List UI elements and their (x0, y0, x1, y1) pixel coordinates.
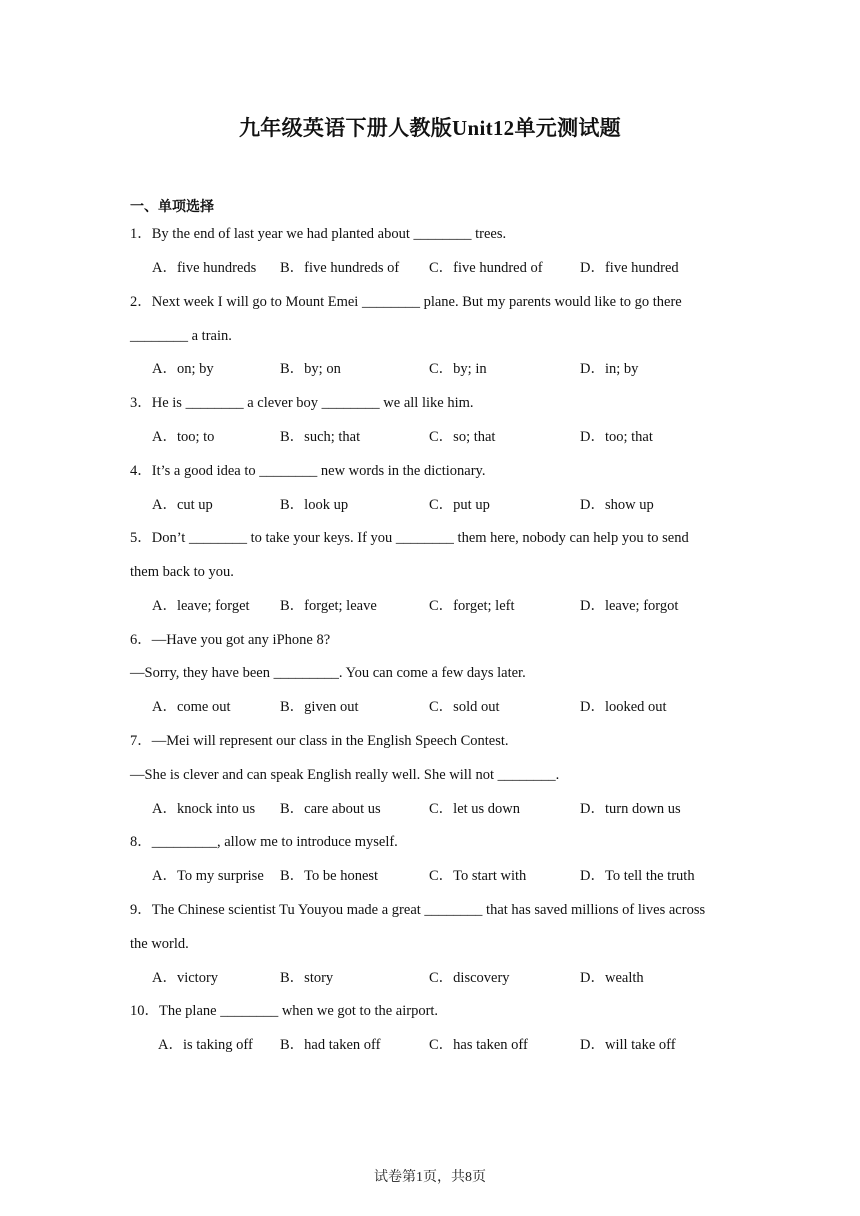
page-footer: 试卷第1页，共8页 (374, 1170, 486, 1185)
option-c[interactable]: C．To start with (429, 868, 527, 884)
option-b[interactable]: B．given out (280, 699, 359, 715)
option-d[interactable]: D．show up (580, 497, 654, 513)
question-1-stem: 1．By the end of last year we had planted about ________ trees. (130, 226, 507, 242)
option-d[interactable]: D．To tell the truth (580, 868, 695, 884)
option-a[interactable]: A．come out (152, 699, 231, 715)
option-d[interactable]: D．turn down us (580, 801, 681, 817)
option-a[interactable]: A．leave; forget (152, 598, 250, 614)
option-d[interactable]: D．too; that (580, 429, 653, 445)
page-title: 九年级英语下册人教版Unit12单元测试题 (239, 116, 621, 140)
option-b[interactable]: B．story (280, 970, 334, 986)
option-c[interactable]: C．so; that (429, 429, 496, 445)
option-a[interactable]: A．To my surprise (152, 868, 264, 884)
option-b[interactable]: B．such; that (280, 429, 361, 445)
option-c[interactable]: C．by; in (429, 361, 487, 377)
question-5-stem: 5．Don’t ________ to take your keys. If you ________ them here, nobody can help you to send (130, 530, 689, 546)
section-heading: 一、单项选择 (130, 200, 214, 215)
option-a[interactable]: A．is taking off (158, 1037, 253, 1053)
question-9-stem-cont: the world. (130, 936, 189, 952)
option-c[interactable]: C．has taken off (429, 1037, 528, 1053)
option-a[interactable]: A．cut up (152, 497, 213, 513)
option-b[interactable]: B．To be honest (280, 868, 379, 884)
question-3-stem: 3．He is ________ a clever boy ________ we all like him. (130, 395, 474, 411)
option-a[interactable]: A．five hundreds (152, 260, 257, 276)
option-a[interactable]: A．knock into us (152, 801, 256, 817)
option-c[interactable]: C．forget; left (429, 598, 515, 614)
option-b[interactable]: B．look up (280, 497, 349, 513)
option-d[interactable]: D．in; by (580, 361, 639, 377)
option-a[interactable]: A．on; by (152, 361, 214, 377)
question-2-stem-cont: ________ a train. (130, 328, 232, 344)
option-c[interactable]: C．discovery (429, 970, 510, 986)
option-a[interactable]: A．victory (152, 970, 219, 986)
option-b[interactable]: B．five hundreds of (280, 260, 400, 276)
option-c[interactable]: C．sold out (429, 699, 500, 715)
option-d[interactable]: D．will take off (580, 1037, 676, 1053)
question-7-stem-cont: —She is clever and can speak English really well. She will not ________. (130, 767, 560, 783)
question-6-stem-cont: —Sorry, they have been _________. You can come a few days later. (130, 665, 526, 681)
option-c[interactable]: C．five hundred of (429, 260, 543, 276)
option-d[interactable]: D．wealth (580, 970, 644, 986)
option-d[interactable]: D．five hundred (580, 260, 679, 276)
option-b[interactable]: B．had taken off (280, 1037, 381, 1053)
question-7-stem: 7．—Mei will represent our class in the English Speech Contest. (130, 733, 509, 749)
question-6-stem: 6．—Have you got any iPhone 8? (130, 632, 331, 648)
option-b[interactable]: B．care about us (280, 801, 381, 817)
option-b[interactable]: B．forget; leave (280, 598, 377, 614)
option-c[interactable]: C．put up (429, 497, 490, 513)
question-5-stem-cont: them back to you. (130, 564, 234, 580)
question-2-stem: 2．Next week I will go to Mount Emei ________ plane. But my parents would like to go there (130, 294, 682, 310)
option-c[interactable]: C．let us down (429, 801, 521, 817)
option-d[interactable]: D．looked out (580, 699, 667, 715)
question-4-stem: 4．It’s a good idea to ________ new words in the dictionary. (130, 463, 486, 479)
question-8-stem: 8．_________, allow me to introduce myself. (130, 834, 398, 850)
question-9-stem: 9．The Chinese scientist Tu Youyou made a great ________ that has saved millions of lives across (130, 902, 706, 918)
question-10-stem: 10．The plane ________ when we got to the airport. (130, 1003, 439, 1019)
option-d[interactable]: D．leave; forgot (580, 598, 679, 614)
option-a[interactable]: A．too; to (152, 429, 215, 445)
option-b[interactable]: B．by; on (280, 361, 341, 377)
